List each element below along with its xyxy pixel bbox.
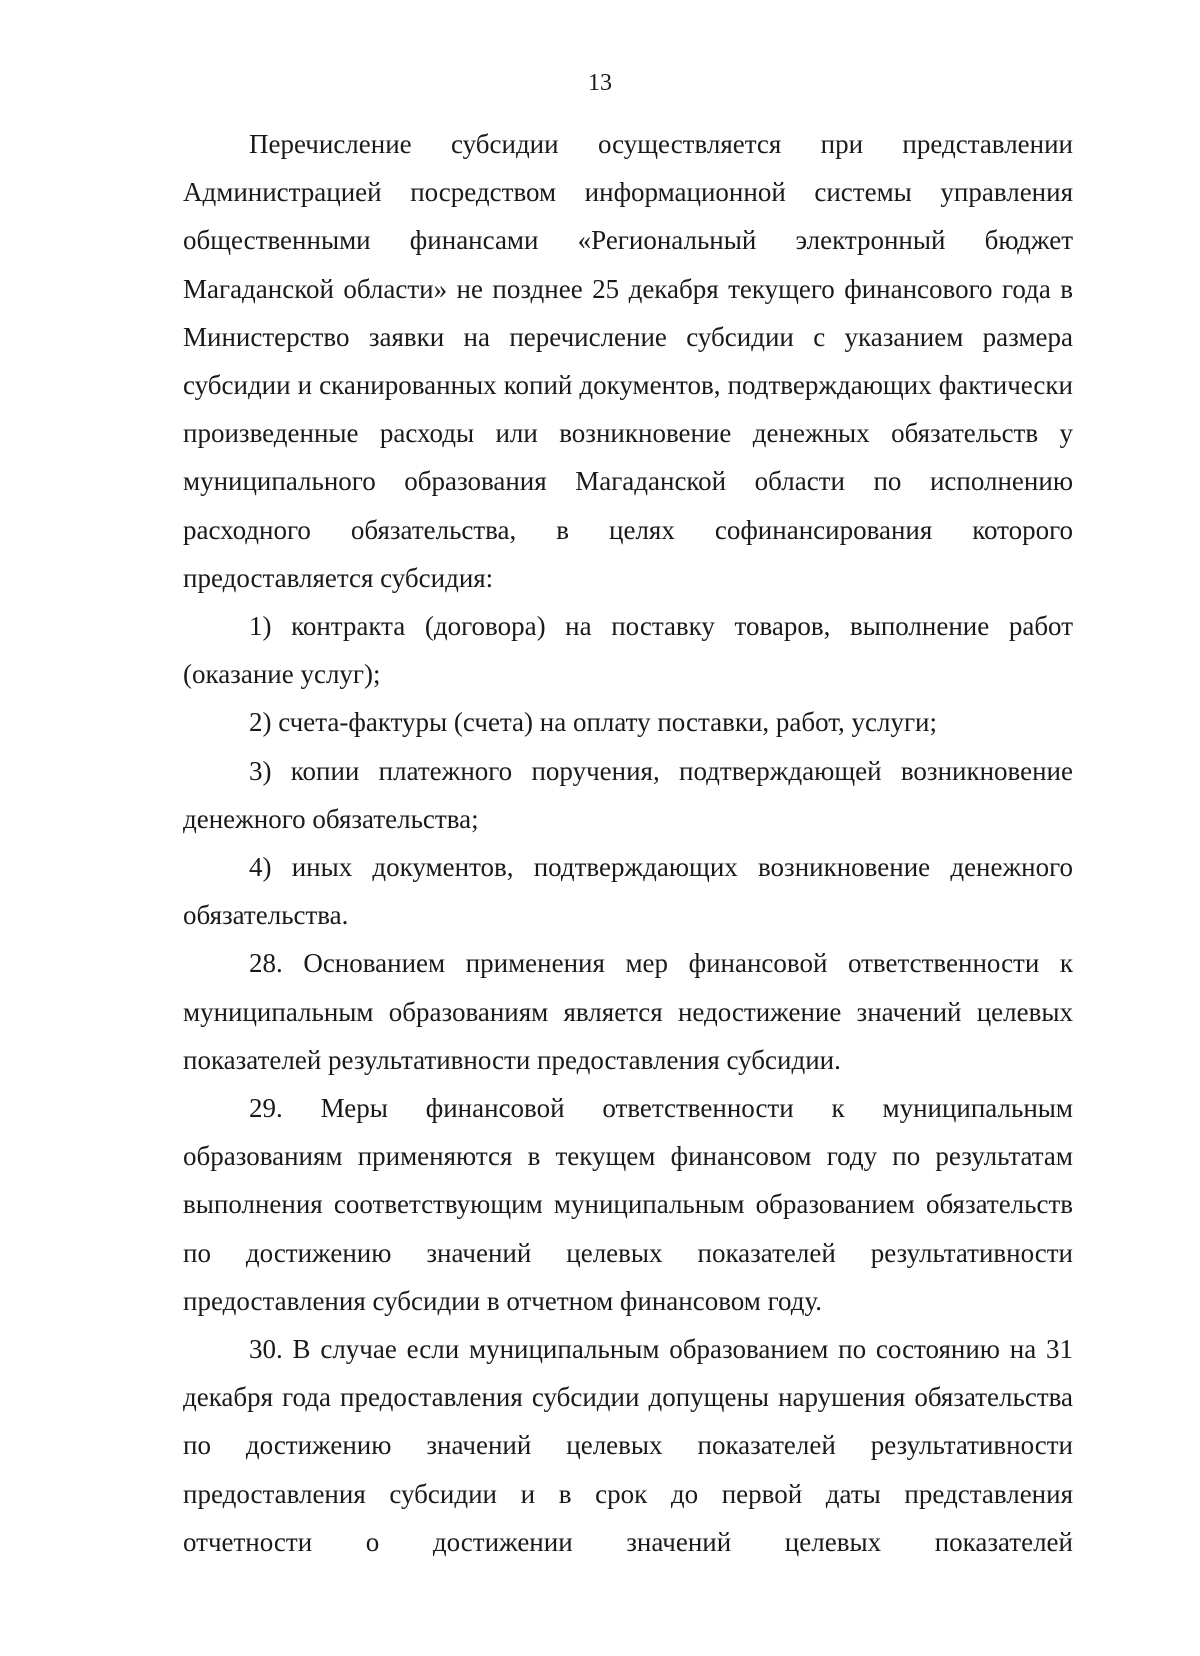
paragraph-transfer-procedure: Перечисление субсидии осуществляется при представлении Администрацией посредством информационной системы управления общественными финансами «Региональный электронный бюджет Магаданской области» не позднее 25 декабря текущего финансового года в Министерство заявки на перечисление субсидии с указанием размера субсидии и сканированных копий документов, подтверждающих фактически произведенные расходы или возникновение денежных обязательств у муниципального образования Магаданской области по исполнению расходного обязательства, в целях софинансирования которого предоставляется субсидия: (183, 129, 1073, 593)
list-item-payment-order: 3) копии платежного поручения, подтверждающей возникновение денежного обязательства; (183, 755, 1073, 834)
list-item-invoice: 2) счета-фактуры (счета) на оплату поставки, работ, услуги; (249, 707, 938, 738)
list-item-other-documents: 4) иных документов, подтверждающих возникновение денежного обязательства. (183, 852, 1073, 931)
list-item-contract: 1) контракта (договора) на поставку товаров, выполнение работ (оказание услуг); (183, 611, 1073, 690)
paragraph-30: 30. В случае если муниципальным образованием по состоянию на 31 декабря года предоставления субсидии допущены нарушения обязательства по достижению значений целевых показателей результативности предоставления субсидии и в срок до первой даты представления отчетности о достижении значений целевых показателей (183, 1334, 1073, 1557)
page-number: 13 (588, 70, 612, 96)
paragraph-28: 28. Основанием применения мер финансовой ответственности к муниципальным образованиям является недостижение значений целевых показателей результативности предоставления субсидии. (183, 948, 1073, 1075)
paragraph-29: 29. Меры финансовой ответственности к муниципальным образованиям применяются в текущем финансовом году по результатам выполнения соответствующим муниципальным образованием обязательств по достижению значений целевых показателей результативности предоставления субсидии в отчетном финансовом году. (183, 1093, 1073, 1316)
document-body (183, 120, 1073, 1566)
